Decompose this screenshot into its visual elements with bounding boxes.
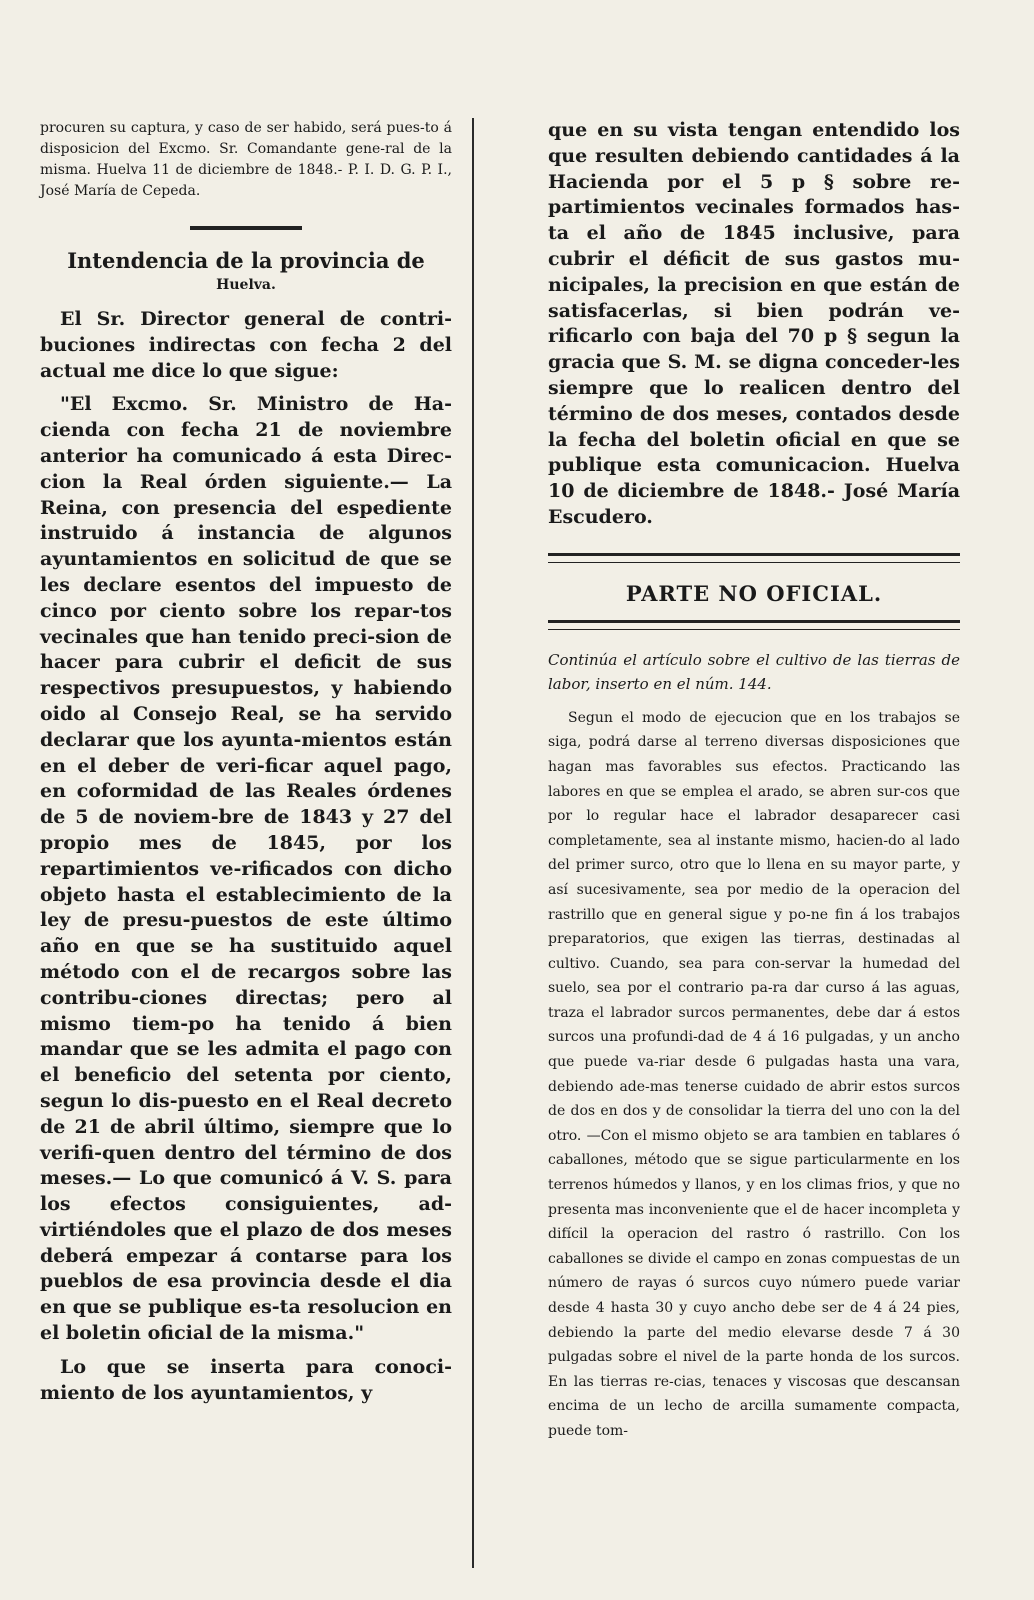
section-subtitle: Huelva.	[216, 277, 276, 293]
part-title: PARTE NO OFICIAL.	[625, 580, 883, 606]
column-divider	[472, 118, 474, 1568]
paragraph-continuation: que en su vista tengan entendido los que resulten debiendo cantidades á la Hacienda por el 5 p § sobre re-partimientos vecinales formados has-ta el año de 1845 inclusive, para cubrir el déficit de sus gastos mu-nicipales, la precision en que están de satisfacerlas, si bien podrán ve-rificarlo con baja del 70 p § segun la gracia que S. M. se digna conceder-les siempre que lo realicen dentro del término de dos meses, contados desde la fecha del boletin oficial en que se publique esta comunicacion. Huelva 10 de diciembre de 1848.- José María Escudero.	[548, 119, 960, 528]
section-title: Intendencia de la provincia de	[67, 248, 425, 273]
right-column	[548, 118, 960, 1444]
paragraph-1: El Sr. Director general de contri-buciones indirectas con fecha 2 del actual me dice lo que sigue:	[40, 308, 452, 382]
article-text: Segun el modo de ejecucion que en los trabajos se siga, podrá darse al terreno diversas disposiciones que hagan mas favorables sus efectos. Practicando las labores en que se emplea el arado, se abren sur-cos que por lo regular hace el labrador desaparecer casi completamente, sea al instante mismo, hacien-do al lado del primer surco, otro que lo llena en su mayor parte, y así sucesivamente, sea por medio de la operacion del rastrillo que en general sigue y po-ne fin á los trabajos preparatorios, que exigen las tierras, destinadas al cultivo. Cuando, sea para con-servar la humedad del suelo, sea por el contrario pa-ra dar curso á las aguas, traza el labrador surcos permanentes, debe dar á estos surcos una profundi-dad de 4 á 16 pulgadas, y un ancho que puede va-riar desde 6 pulgadas hasta una vara, debiendo ade-mas tenerse cuidado de abrir estos surcos de dos en dos y de consolidar la tierra del uno con la del otro. —Con el mismo objeto se ara tambien en tablares ó caballones, método que se sigue particularmente en los terrenos húmedos y llanos, y en los climas frios, y que no presenta mas inconveniente que el de hacer incompleta y difícil la operacion del rastro ó rastrillo. Con los caballones se divide el campo en zonas compuestas de un número de rayas ó surcos cuyo número puede variar desde 4 hasta 30 y cuyo ancho debe ser de 4 á 24 pies, debiendo la parte del medio elevarse desde 7 á 30 pulgadas sobre el nivel de la parte honda de los surcos. En las tierras re-cias, tenaces y viscosas que descansan encima de un lecho de arcilla sumamente compacta, puede tom-	[548, 709, 960, 1439]
section-separator	[190, 226, 302, 230]
paragraph-3: Lo que se inserta para conoci-miento de los ayuntamientos, y	[40, 1355, 452, 1404]
paragraph-2: "El Excmo. Sr. Ministro de Ha-cienda con fecha 21 de noviembre anterior ha comunicado á esta Direc-cion la Real órden siguiente.— La Reina, con presencia del espediente instruido á instancia de algunos ayuntamientos en solicitud de que se les declare esentos del impuesto de cinco por ciento sobre los repar-tos vecinales que han tenido preci-sion de hacer para cubrir el deficit de sus respectivos presupuestos, y habiendo oido al Consejo Real, se ha servido declarar que los ayunta-mientos están en el deber de veri-ficar aquel pago, en coformidad de las Reales órdenes de 5 de noviem-bre de 1843 y 27 del propio mes de 1845, por los repartimientos ve-rificados con dicho objeto hasta el establecimiento de la ley de presu-puestos de este último año en que se ha sustituido aquel método con el de recargos sobre las contribu-ciones directas; pero al mismo tiem-po ha tenido á bien mandar que se les admita el pago con el beneficio del setenta por ciento, segun lo dis-puesto en el Real decreto de 21 de abril último, siempre que lo verifi-quen dentro del término de dos meses.— Lo que comunicó á V. S. para los efectos consiguientes, ad-virtiéndoles que el plazo de dos meses deberá empezar á contarse para los pueblos de esa provincia desde el dia en que se publique es-ta resolucion en el boletin oficial de la misma."	[40, 393, 452, 1345]
double-rule-bottom	[548, 620, 960, 630]
double-rule-top	[548, 553, 960, 563]
intro-paragraph: procuren su captura, y caso de ser habido, será pues-to á disposicion del Excmo. Sr. Comandante gene-ral de la misma. Huelva 11 de diciembre de 1848.- P. I. D. G. P. I., José María de Cepeda.	[40, 120, 452, 199]
article-note: Continúa el artículo sobre el cultivo de las tierras de labor, inserto en el núm. 144.	[548, 650, 960, 693]
left-column	[40, 118, 452, 1406]
